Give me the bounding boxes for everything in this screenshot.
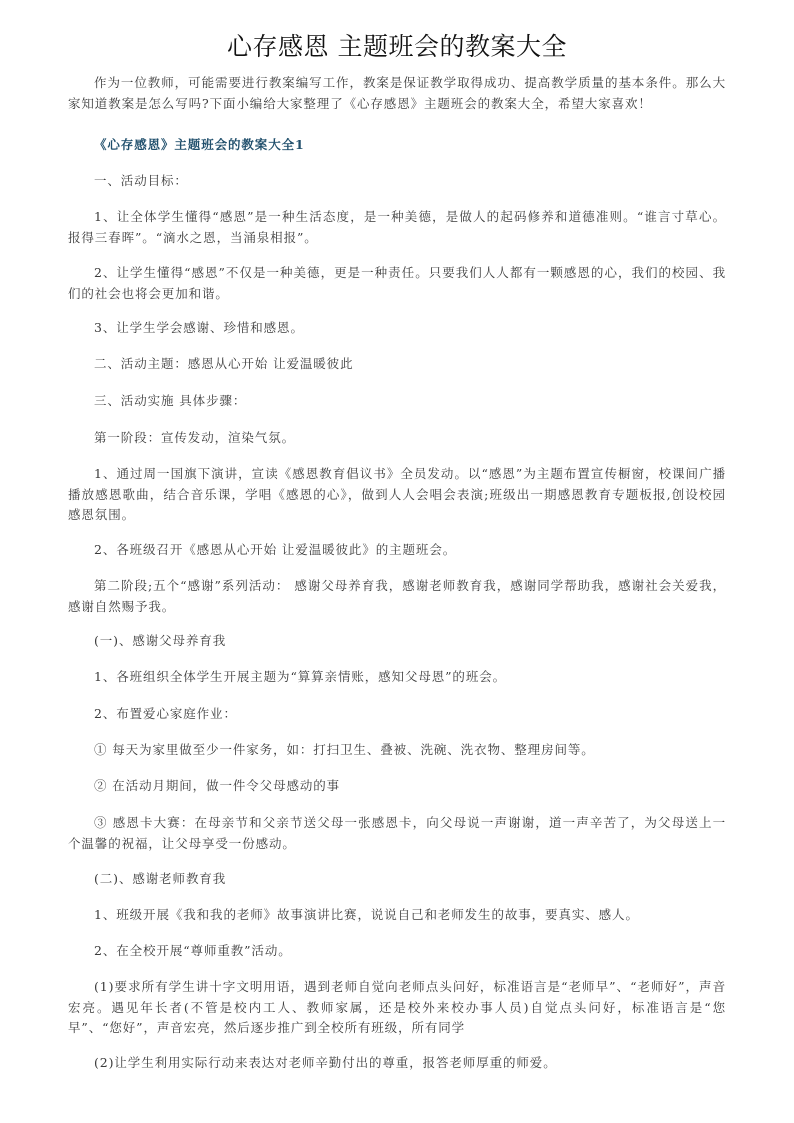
paragraph-parents-item-1: 1、各班组织全体学生开展主题为“算算亲情账，感知父母恩”的班会。 [94,669,507,684]
paragraph-objective-2: 2、让学生懂得“感恩”不仅是一种美德，更是一种责任。只要我们人人都有一颗感恩的心，我们的校园、我们的社会也将会更加和谐。 [68,265,726,301]
paragraph-parents-item-2: 2、布置爱心家庭作业： [94,706,237,721]
paragraph-objective-1: 1、让全体学生懂得“感恩”是一种生活态度，是一种美德，是做人的起码修养和道德准则。“谁言寸草心。报得三春晖”。“滴水之恩，当涌泉相报”。 [68,209,726,245]
paragraph-teachers-item-2: 2、在全校开展“尊师重教”活动。 [94,943,292,958]
paragraph-stage-2: 第二阶段;五个“感谢”系列活动： 感谢父母养育我，感谢老师教育我，感谢同学帮助我，感谢社会关爱我，感谢自然赐予我。 [68,578,726,614]
paragraph-homework-3: ③ 感恩卡大赛：在母亲节和父亲节送父母一张感恩卡，向父母说一声谢谢，道一声辛苦了，为父母送上一个温馨的祝福，让父母享受一份感动。 [68,815,726,851]
paragraph-teachers-item-1: 1、班级开展《我和我的老师》故事演讲比赛，说说自己和老师发生的故事，要真实、感人。 [94,907,639,922]
document-title: 心存感恩 主题班会的教案大全 [227,32,567,61]
paragraph-homework-2: ② 在活动月期间，做一件令父母感动的事 [94,778,341,793]
intro-paragraph: 作为一位教师，可能需要进行教案编写工作，教案是保证教学取得成功、提高教学质量的基本条件。那么大家知道教案是怎么写吗?下面小编给大家整理了《心存感恩》主题班会的教案大全，希望大家喜欢！ [68,75,726,111]
paragraph-implementation: 三、活动实施 具体步骤： [94,393,247,408]
paragraph-homework-1: ① 每天为家里做至少一件家务，如：打扫卫生、叠被、洗碗、洗衣物、整理房间等。 [94,742,595,757]
paragraph-etiquette-1: (1)要求所有学生讲十字文明用语，遇到老师自觉向老师点头问好，标准语言是“老师早”、“老师好”，声音宏亮。遇见年长者(不管是校内工人、教师家属，还是校外来校办事人员)自觉点头问好，标准语言是“您早”、“您好”，声音宏亮，然后逐步推广到全校所有班级，所有同学 [68,979,726,1035]
paragraph-etiquette-2: (2)让学生利用实际行动来表达对老师辛勤付出的尊重，报答老师厚重的师爱。 [94,1055,557,1070]
paragraph-thank-parents: (一)、感谢父母养育我 [94,633,227,648]
paragraph-stage-1-item-1: 1、通过周一国旗下演讲，宣读《感恩教育倡议书》全员发动。以“感恩”为主题布置宣传橱窗，校课间广播播放感恩歌曲，结合音乐课，学唱《感恩的心》，做到人人会唱会表演;班级出一期感恩教育专题板报,创设校园感恩氛围。 [68,466,726,522]
paragraph-stage-1: 第一阶段：宣传发动，渲染气氛。 [94,430,296,445]
paragraph-objectives-heading: 一、活动目标： [94,173,188,188]
section-heading: 《心存感恩》主题班会的教案大全1 [94,137,305,152]
paragraph-stage-1-item-2: 2、各班级召开《感恩从心开始 让爱温暖彼此》的主题班会。 [94,542,457,557]
paragraph-thank-teachers: (二)、感谢老师教育我 [94,871,227,886]
paragraph-theme: 二、活动主题：感恩从心开始 让爱温暖彼此 [94,356,354,371]
paragraph-objective-3: 3、让学生学会感谢、珍惜和感恩。 [94,320,304,335]
